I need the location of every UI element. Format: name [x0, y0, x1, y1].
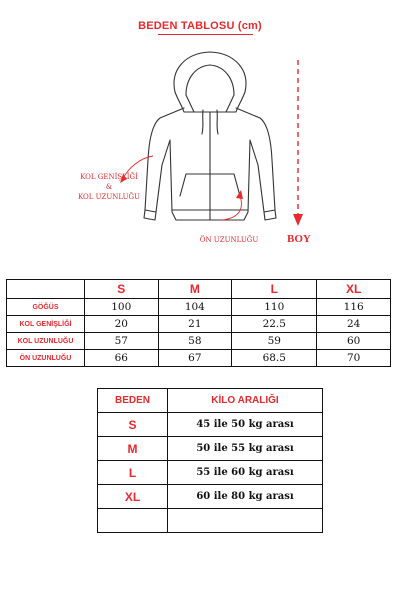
weight-range-cell: 55 ile 60 kg arası — [168, 461, 323, 485]
weight-header-row — [98, 389, 323, 413]
height-label: BOY — [287, 233, 311, 245]
row-label-front-length: ÖN UZUNLUĞU — [7, 350, 85, 367]
table-cell: 58 — [158, 333, 232, 350]
weight-range-cell: 45 ile 50 kg arası — [168, 413, 323, 437]
size-chart-table — [6, 279, 391, 367]
row-label-sleeve-length: KOL UZUNLUĞU — [7, 333, 85, 350]
header-beden: BEDEN — [98, 389, 168, 413]
table-cell: 24 — [317, 316, 391, 333]
front-length-arrow — [222, 190, 243, 220]
weight-range-cell: 50 ile 55 kg arası — [168, 437, 323, 461]
weight-size-cell — [98, 509, 168, 533]
weight-size-cell: XL — [98, 485, 168, 509]
table-row — [7, 333, 391, 350]
sleeve-length-label: KOL UZUNLUĞU — [77, 193, 141, 201]
table-cell: 20 — [85, 316, 159, 333]
height-arrow — [293, 60, 303, 226]
weight-size-cell: S — [98, 413, 168, 437]
header-size-m: M — [158, 280, 232, 299]
table-cell: 60 — [317, 333, 391, 350]
header-kilo-araligi: KİLO ARALIĞI — [168, 389, 323, 413]
table-header-row — [7, 280, 391, 299]
row-label-sleeve-width: KOL GENİŞLİĞİ — [7, 316, 85, 333]
sleeve-width-label: KOL GENİŞLİĞİ — [80, 173, 138, 181]
weight-range-cell: 60 ile 80 kg arası — [168, 485, 323, 509]
table-cell: 104 — [158, 299, 232, 316]
table-cell: 21 — [158, 316, 232, 333]
weight-size-cell: M — [98, 437, 168, 461]
table-cell: 57 — [85, 333, 159, 350]
weight-range-table — [97, 388, 323, 533]
table-cell: 70 — [317, 350, 391, 367]
weight-range-cell — [168, 509, 323, 533]
table-cell: 67 — [158, 350, 232, 367]
hood-outline — [174, 52, 246, 112]
drawstring-right — [217, 110, 218, 134]
weight-row — [98, 437, 323, 461]
page-title: BEDEN TABLOSU (cm) — [138, 20, 262, 32]
hoodie-illustration — [0, 0, 400, 270]
table-row — [7, 299, 391, 316]
weight-row — [98, 509, 323, 533]
row-label-chest: GÖĞÜS — [7, 299, 85, 316]
table-cell: 110 — [232, 299, 317, 316]
header-size-s: S — [85, 280, 159, 299]
table-cell: 68.5 — [232, 350, 317, 367]
front-length-label: ÖN UZUNLUĞU — [199, 236, 259, 244]
weight-row — [98, 461, 323, 485]
table-cell: 66 — [85, 350, 159, 367]
table-row — [7, 350, 391, 367]
table-cell: 116 — [317, 299, 391, 316]
header-size-l: L — [232, 280, 317, 299]
table-cell: 59 — [232, 333, 317, 350]
weight-row — [98, 485, 323, 509]
header-size-xl: XL — [317, 280, 391, 299]
header-corner — [7, 280, 85, 299]
hood-inner — [186, 65, 234, 112]
table-cell: 100 — [85, 299, 159, 316]
drawstring-left — [202, 110, 203, 134]
weight-row — [98, 413, 323, 437]
table-cell: 22.5 — [232, 316, 317, 333]
table-row — [7, 316, 391, 333]
weight-size-cell: L — [98, 461, 168, 485]
ampersand-label: & — [105, 183, 113, 191]
